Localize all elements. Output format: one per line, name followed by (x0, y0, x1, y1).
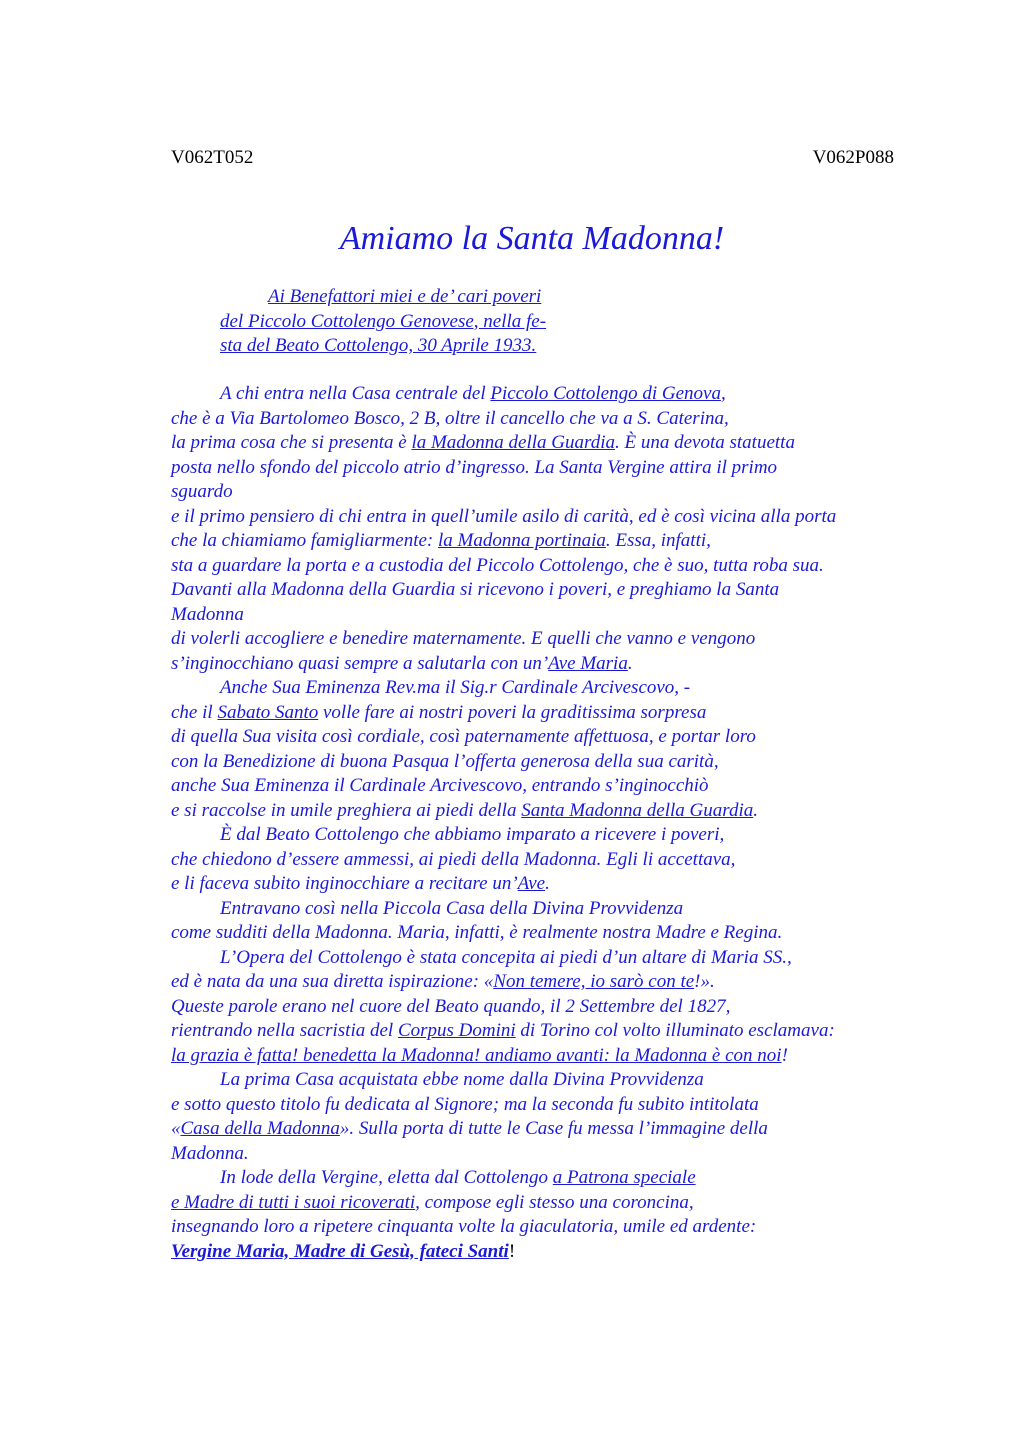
text-line: e sotto questo titolo fu dedicata al Signore; ma la seconda fu subito intitolata (171, 1093, 759, 1115)
text-line: L’Opera del Cottolengo è stata concepita ai piedi d’un altare di Maria SS., (220, 946, 792, 968)
text-line: e Madre di tutti i suoi ricoverati, compose egli stesso una coroncina, (171, 1191, 694, 1213)
text-line: insegnando loro a ripetere cinquanta volte la giaculatoria, umile ed ardente: (171, 1216, 757, 1237)
text-line: È dal Beato Cottolengo che abbiamo imparato a ricevere i poveri, (220, 824, 725, 845)
text-line: e si raccolse in umile preghiera ai piedi della Santa Madonna della Guardia. (171, 799, 758, 821)
dedication-line: del Piccolo Cottolengo Genovese, nella fe- (220, 310, 547, 332)
text-line: Anche Sua Eminenza Rev.ma il Sig.r Cardinale Arcivescovo, - (220, 677, 691, 698)
text-line: di quella Sua visita così cordiale, così paternamente affettuosa, e portar loro (171, 726, 756, 747)
text-line: «Casa della Madonna». Sulla porta di tutte le Case fu messa l’immagine della (171, 1118, 768, 1139)
text-line: A chi entra nella Casa centrale del Piccolo Cottolengo di Genova, (220, 383, 726, 404)
page-title: Amiamo la Santa Madonna! (339, 220, 725, 257)
text-line: Madonna. (171, 1142, 249, 1164)
document-code-left: V062T052 (171, 147, 254, 168)
closing-prayer: Vergine Maria, Madre di Gesù, fateci Santi! (171, 1240, 516, 1262)
text-line: che chiedono d’essere ammessi, ai piedi della Madonna. Egli li accettava, (171, 848, 736, 870)
body-text (171, 382, 901, 1264)
text-line: anche Sua Eminenza il Cardinale Arcivescovo, entrando s’inginocchiò (171, 775, 709, 796)
dedication-line: sta del Beato Cottolengo, 30 Aprile 1933. (220, 335, 537, 356)
text-line: rientrando nella sacristia del Corpus Domini di Torino col volto illuminato esclamava: (171, 1020, 835, 1041)
dedication (220, 285, 546, 359)
text-line: Queste parole erano nel cuore del Beato quando, il 2 Settembre del 1827, (171, 995, 731, 1017)
text-line: s’inginocchiano quasi sempre a salutarla con un’Ave Maria. (171, 652, 633, 674)
text-line: sta a guardare la porta e a custodia del Piccolo Cottolengo, che è suo, tutta roba sua. (171, 554, 824, 576)
text-line: con la Benedizione di buona Pasqua l’offerta generosa della sua carità, (171, 750, 719, 772)
text-line: come sudditi della Madonna. Maria, infatti, è realmente nostra Madre e Regina. (171, 922, 783, 943)
text-line: la prima cosa che si presenta è la Madonna della Guardia. È una devota statuetta (171, 432, 795, 453)
text-line: Davanti alla Madonna della Guardia si ricevono i poveri, e preghiamo la Santa (171, 579, 780, 600)
text-line: sguardo (171, 481, 233, 502)
text-line: posta nello sfondo del piccolo atrio d’ingresso. La Santa Vergine attira il primo (171, 456, 778, 478)
text-line: Entravano così nella Piccola Casa della Divina Provvidenza (220, 897, 684, 919)
dedication-line: Ai Benefattori miei e de’ cari poveri (268, 286, 542, 307)
text-line: ed è nata da una sua diretta ispirazione: «Non temere, io sarò con te!». (171, 971, 715, 992)
text-line: che la chiamiamo famigliarmente: la Madonna portinaia. Essa, infatti, (171, 530, 711, 551)
text-line: Madonna (171, 603, 244, 625)
text-line: In lode della Vergine, eletta dal Cottolengo a Patrona speciale (220, 1167, 696, 1188)
text-line: che è a Via Bartolomeo Bosco, 2 B, oltre il cancello che va a S. Caterina, (171, 407, 729, 429)
text-line: che il Sabato Santo volle fare ai nostri poveri la graditissima sorpresa (171, 701, 707, 723)
page-code-right: V062P088 (812, 147, 894, 168)
text-line: di volerli accogliere e benedire maternamente. E quelli che vanno e vengono (171, 628, 756, 649)
text-line: la grazia è fatta! benedetta la Madonna! andiamo avanti: la Madonna è con noi! (171, 1044, 788, 1066)
text-line: La prima Casa acquistata ebbe nome dalla Divina Provvidenza (220, 1069, 704, 1090)
text-line: e li faceva subito inginocchiare a recitare un’Ave. (171, 873, 550, 894)
text-line: e il primo pensiero di chi entra in quell’umile asilo di carità, ed è così vicina alla porta (171, 505, 837, 527)
